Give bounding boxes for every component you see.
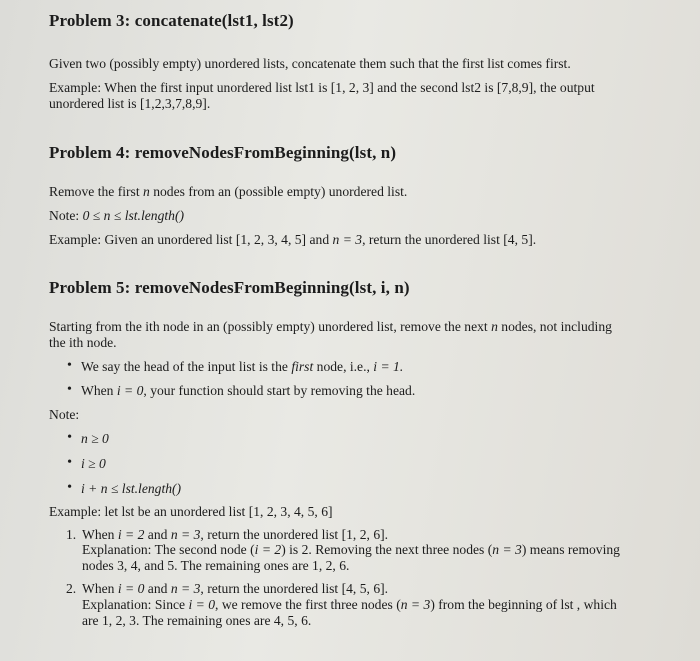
text: , return the unordered list [4, 5, 6]. — [200, 581, 389, 596]
text: nodes from an (possible empty) unordered list. — [149, 184, 408, 199]
math-expression: n = 3 — [170, 527, 201, 542]
text: ) from the beginning of lst , which — [430, 597, 617, 612]
note-length-bound: • i + n ≤ lst.length() — [81, 480, 181, 497]
problem-5-example-intro: Example: let lst be an unordered list [1, 2, 3, 4, 5, 6] — [49, 504, 333, 519]
text: Example: Given an unordered list [1, 2, 3, 4, 5] and — [49, 232, 333, 247]
problem-3-description: Given two (possibly empty) unordered lists, concatenate them such that the first list comes first. — [49, 56, 571, 71]
emphasis: first — [291, 359, 314, 374]
text: and — [144, 581, 171, 596]
text: , we remove the first three nodes ( — [215, 597, 401, 612]
text: Explanation: Since — [82, 597, 189, 612]
problem-3-title: Problem 3: concatenate(lst1, lst2) — [49, 11, 294, 30]
problem-4-note — [49, 207, 184, 224]
problem-5-description-line-1 — [49, 318, 612, 335]
example-2-line-2 — [82, 596, 617, 613]
text: ) is 2. Removing the next three nodes ( — [281, 542, 493, 557]
text: When — [82, 581, 118, 596]
list-number: 2. — [66, 581, 77, 596]
text: ) means removing — [521, 542, 620, 557]
example-1-line-3: nodes 3, 4, and 5. The remaining ones are 1, 2, 6. — [82, 558, 350, 573]
text: and — [144, 527, 171, 542]
problem-5-description-line-2: the ith node. — [49, 335, 117, 350]
example-2-line-1 — [66, 580, 389, 597]
text: Remove the first — [49, 184, 144, 199]
text: node, i.e., — [313, 359, 374, 374]
math-expression: i = 2 — [254, 542, 282, 557]
note-n-nonnegative: • n ≥ 0 — [81, 430, 109, 447]
math-expression: n = 3 — [492, 542, 522, 557]
math-expression: n = 3 — [332, 232, 363, 247]
problem-5-title: Problem 5: removeNodesFromBeginning(lst, i, n) — [49, 278, 410, 297]
text: When — [82, 527, 118, 542]
bullet-head-definition — [81, 358, 403, 375]
math-expression: n = 3 — [170, 581, 201, 596]
problem-4-title: Problem 4: removeNodesFromBeginning(lst, n) — [49, 143, 397, 162]
example-2-line-3: are 1, 2, 3. The remaining ones are 4, 5, 6. — [82, 613, 312, 628]
list-number: 1. — [66, 527, 77, 542]
math-expression: i = 0 — [117, 581, 145, 596]
text: Explanation: The second node ( — [82, 542, 255, 557]
problem-4-description — [49, 183, 407, 200]
math-expression: i = 0 — [116, 383, 144, 398]
problem-3-example-line-2: unordered list is [1,2,3,7,8,9]. — [49, 96, 211, 111]
text: When — [81, 383, 117, 398]
problem-3-example-line-1: Example: When the first input unordered list lst1 is [1, 2, 3] and the second lst2 is [7,8,9], the output — [49, 80, 595, 95]
math-var: n — [491, 319, 498, 334]
text: Starting from the ith node in an (possibly empty) unordered list, remove the next — [49, 319, 492, 334]
math-expression: i = 2 — [117, 527, 145, 542]
text: nodes, not including — [497, 319, 612, 334]
note-label: Note: — [49, 208, 83, 223]
math-expression: i = 0 — [188, 597, 216, 612]
problem-4-example — [49, 231, 536, 248]
note-i-nonnegative: • i ≥ 0 — [81, 455, 106, 472]
text: We say the head of the input list is the — [81, 359, 292, 374]
bullet-remove-head — [81, 382, 415, 399]
math-var: n — [143, 184, 150, 199]
math-expression: 0 ≤ n ≤ lst.length() — [82, 208, 184, 223]
math-expression: n = 3 — [400, 597, 431, 612]
problem-5-note-label: Note: — [49, 407, 80, 422]
text: , return the unordered list [1, 2, 6]. — [200, 527, 389, 542]
example-1-line-2 — [82, 541, 620, 558]
math-expression: i = 1. — [373, 359, 404, 374]
text: , return the unordered list [4, 5]. — [362, 232, 537, 247]
text: , your function should start by removing the head. — [143, 383, 416, 398]
